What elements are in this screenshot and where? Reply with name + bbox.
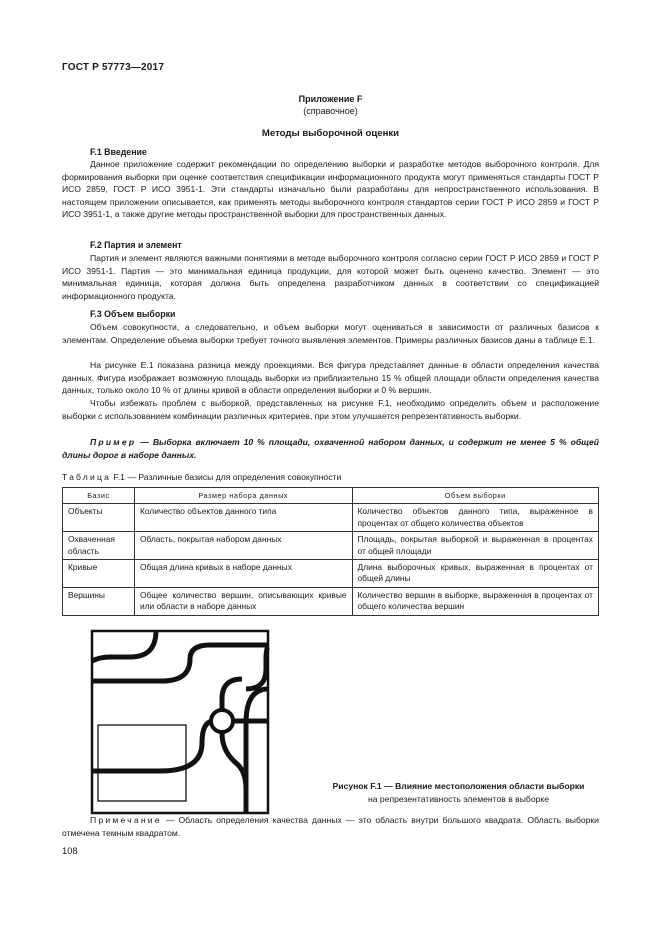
junction-circle [211, 710, 233, 732]
section-f1-text: Данное приложение содержит рекомендации по определению выборки и разработке методов выборочного контроля. Для формирования выборки при оценке соответствия спецификации информационного продукта могут применяться стандарты ГОСТ Р ИСО 2859, ГОСТ Р ИСО 3951-1. Эти стандарты изначально были разработаны для непространственного использования. В настоящем приложении описывается, как применять методы выборочного контроля стандартов серии ГОСТ Р ИСО 2859 и ГОСТ Р ИСО 3951-1, а также другие методы пространственной выборки для пространственных данных. [62, 159, 599, 220]
bases-table [62, 487, 599, 616]
table-header-basis: Базис [63, 488, 135, 504]
table-cell: Количество объектов данного типа [134, 504, 352, 532]
table-header-sample-size: Объем выборки [352, 488, 598, 504]
figure-f1-diagram [90, 629, 270, 815]
table-cell: Общее количество вершин, описывающих кривые или области в наборе данных [134, 587, 352, 615]
note-text: — Область определения качества данных — это область внутри большого квадрата. Область выборки отмечена темным квадратом. [62, 815, 599, 838]
section-f2-heading: F.2 Партия и элемент [90, 240, 182, 250]
table-cell: Охваченная область [63, 532, 135, 560]
figure-caption-title: Рисунок F.1 — Влияние местоположения области выборки [332, 781, 585, 791]
table-row [63, 587, 599, 615]
table-cell: Общая длина кривых в наборе данных [134, 560, 352, 588]
example-label: Пример [90, 437, 137, 447]
figure-caption-subtitle: на репрезентативность элементов в выборке [367, 794, 550, 804]
annex-heading: Методы выборочной оценки [261, 128, 400, 139]
note-paragraph [62, 814, 599, 839]
section-f3-paragraph-1: Объем совокупности, а следовательно, и объем выборки могут оцениваться в зависимости от различных базисов к элементам. Определение объема выборки требует точного выявления элементов. Примеры различных базисов даны в таблице Е.1. [62, 322, 599, 345]
annex-subtitle: (справочное) [303, 106, 358, 116]
section-f3-paragraph-2: На рисунке Е.1 показана разница между проекциями. Вся фигура представляет данные в области определения качества данных. Фигура изображает возможную площадь выборки из приблизительно 15 % общей площади области определения качества данных, только около 10 % от длины кривой в области определения выборки и 0 % вершин. [62, 360, 599, 396]
example-paragraph [62, 436, 599, 461]
table-row [63, 504, 599, 532]
annex-title: Приложение F [298, 94, 363, 104]
document-id: ГОСТ Р 57773—2017 [62, 62, 165, 73]
table-cell: Площадь, покрытая выборкой и выраженная в процентах от общей площади [352, 532, 598, 560]
note-label: Примечание [90, 815, 162, 825]
section-f1-heading: F.1 Введение [90, 147, 147, 157]
table-cell: Количество вершин в выборке, выраженная в процентах от общего количества вершин [352, 587, 598, 615]
table-header-row [63, 488, 599, 504]
table-cell: Область, покрытая набором данных [134, 532, 352, 560]
table-cell: Объекты [63, 504, 135, 532]
table-cell: Вершины [63, 587, 135, 615]
table-header-dataset-size: Размер набора данных [134, 488, 352, 504]
table-caption [62, 472, 341, 482]
table-row [63, 560, 599, 588]
example-text: — Выборка включает 10 % площади, охваченной набором данных, и содержит не менее 5 % общей длины дорог в наборе данных. [62, 437, 599, 460]
section-f3-heading: F.3 Объем выборки [90, 309, 176, 319]
table-cell: Длина выборочных кривых, выраженная в процентах от общей длины [352, 560, 598, 588]
section-f2-text: Партия и элемент являются важными понятиями в методе выборочного контроля согласно серии ГОСТ Р ИСО 2859 и ГОСТ Р ИСО 3951-1. Партия — это минимальная единица продукции, для которой может быть оценено качество. Элемент — это минимальная единица, которая должна быть определена разработчиком данных в соответствии со спецификацией информационного продукта. [62, 253, 599, 301]
table-cell: Кривые [63, 560, 135, 588]
table-caption-label: Таблица [62, 472, 112, 482]
section-f3-paragraph-3: Чтобы избежать проблем с выборкой, представленных на рисунке F.1, необходимо определить объем и расположение выборки с использованием комбинации различных критериев, при этом улучшается репрезентативность выборки. [62, 398, 599, 421]
page-number: 108 [62, 845, 78, 856]
table-cell: Количество объектов данного типа, выраженное в процентах от общего количества объектов [352, 504, 598, 532]
table-caption-text: F.1 — Различные базисы для определения совокупности [111, 472, 342, 482]
table-row [63, 532, 599, 560]
